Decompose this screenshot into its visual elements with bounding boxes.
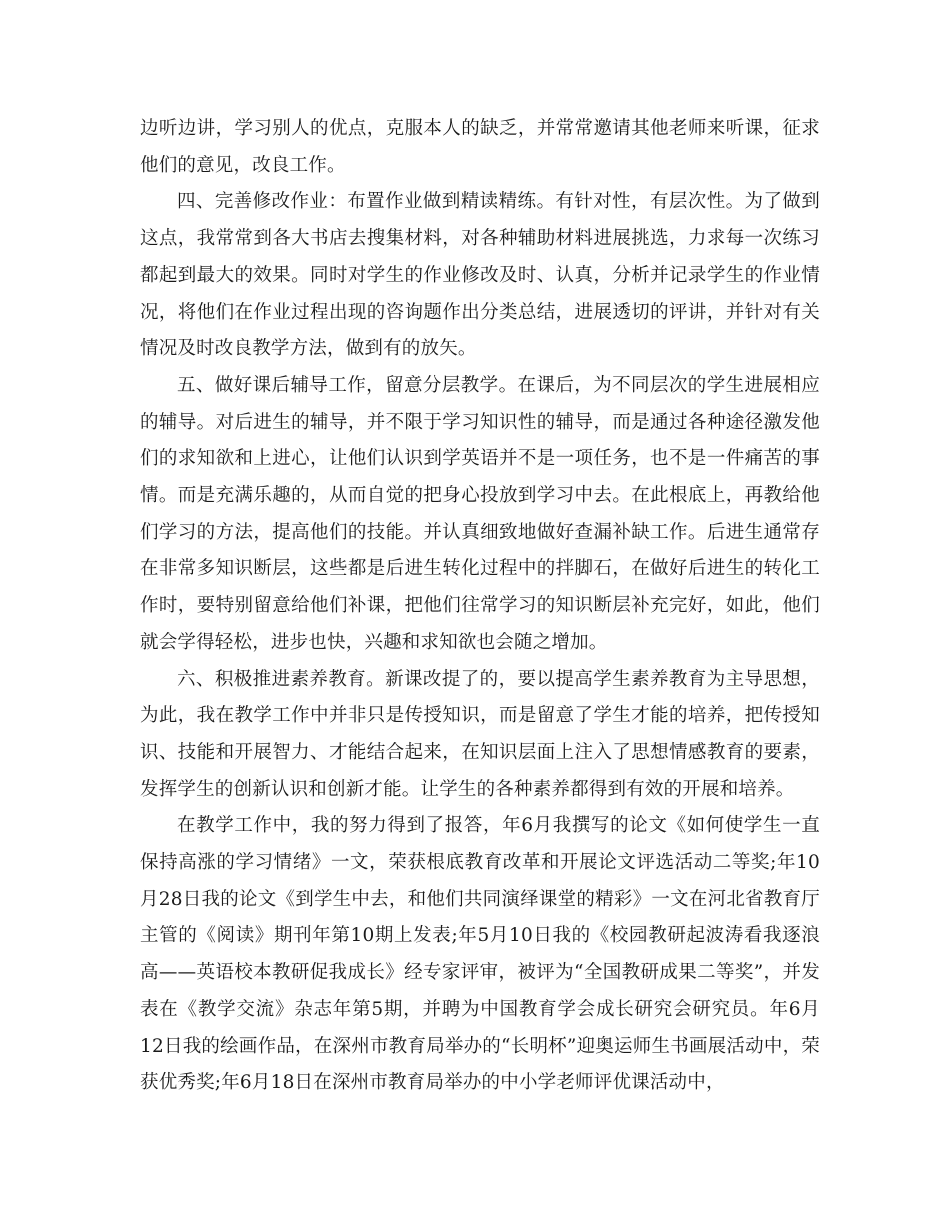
paragraph-homework: 四、完善修改作业：布置作业做到精读精练。有针对性，有层次性。为了做到这点，我常常到各大书店去搜集材料，对各种辅助材料进展挑选，力求每一次练习都起到最大的效果。同时对学生的作业修改及时、认真，分析并记录学生的作业情况，将他们在作业过程出现的咨询题作出分类总结，进展透切的评讲，并针对有关情况及时改良教学方法，做到有的放矢。 [140, 191, 820, 360]
paragraph-continuation: 边听边讲，学习别人的优点，克服本人的缺乏，并常常邀请其他老师来听课，征求他们的意见，改良工作。 [140, 118, 820, 176]
document-body [140, 111, 820, 1102]
paragraph-quality-education: 六、积极推进素养教育。新课改提了的，要以提高学生素养教育为主导思想，为此，我在教学工作中并非只是传授知识，而是留意了学生才能的培养，把传授知识、技能和开展智力、才能结合起来，在知识层面上注入了思想情感教育的要素，发挥学生的创新认识和创新才能。让学生的各种素养都得到有效的开展和培养。 [140, 668, 820, 800]
paragraph-achievements: 在教学工作中，我的努力得到了报答，年6月我撰写的论文《如何使学生一直保持高涨的学习情绪》一文，荣获根底教育改革和开展论文评选活动二等奖;年10月28日我的论文《到学生中去，和他们共同演绎课堂的精彩》一文在河北省教育厅主管的《阅读》期刊年第10期上发表;年5月10日我的《校园教研起波涛看我逐浪高——英语校本教研促我成长》经专家评审，被评为“全国教研成果二等奖”，并发表在《教学交流》杂志年第5期，并聘为中国教育学会成长研究会研究员。年6月12日我的绘画作品，在深州市教育局举办的“长明杯”迎奥运师生书画展活动中，荣获优秀奖;年6月18日在深州市教育局举办的中小学老师评优课活动中， [140, 815, 820, 1094]
paragraph-tutoring: 五、做好课后辅导工作，留意分层教学。在课后，为不同层次的学生进展相应的辅导。对后进生的辅导，并不限于学习知识性的辅导，而是通过各种途径激发他们的求知欲和上进心，让他们认识到学英语并不是一项任务，也不是一件痛苦的事情。而是充满乐趣的，从而自觉的把身心投放到学习中去。在此根底上，再教给他们学习的方法，提高他们的技能。并认真细致地做好查漏补缺工作。后进生通常存在非常多知识断层，这些都是后进生转化过程中的拌脚石，在做好后进生的转化工作时，要特别留意给他们补课，把他们往常学习的知识断层补充完好，如此，他们就会学得轻松，进步也快，兴趣和求知欲也会随之增加。 [140, 374, 820, 653]
